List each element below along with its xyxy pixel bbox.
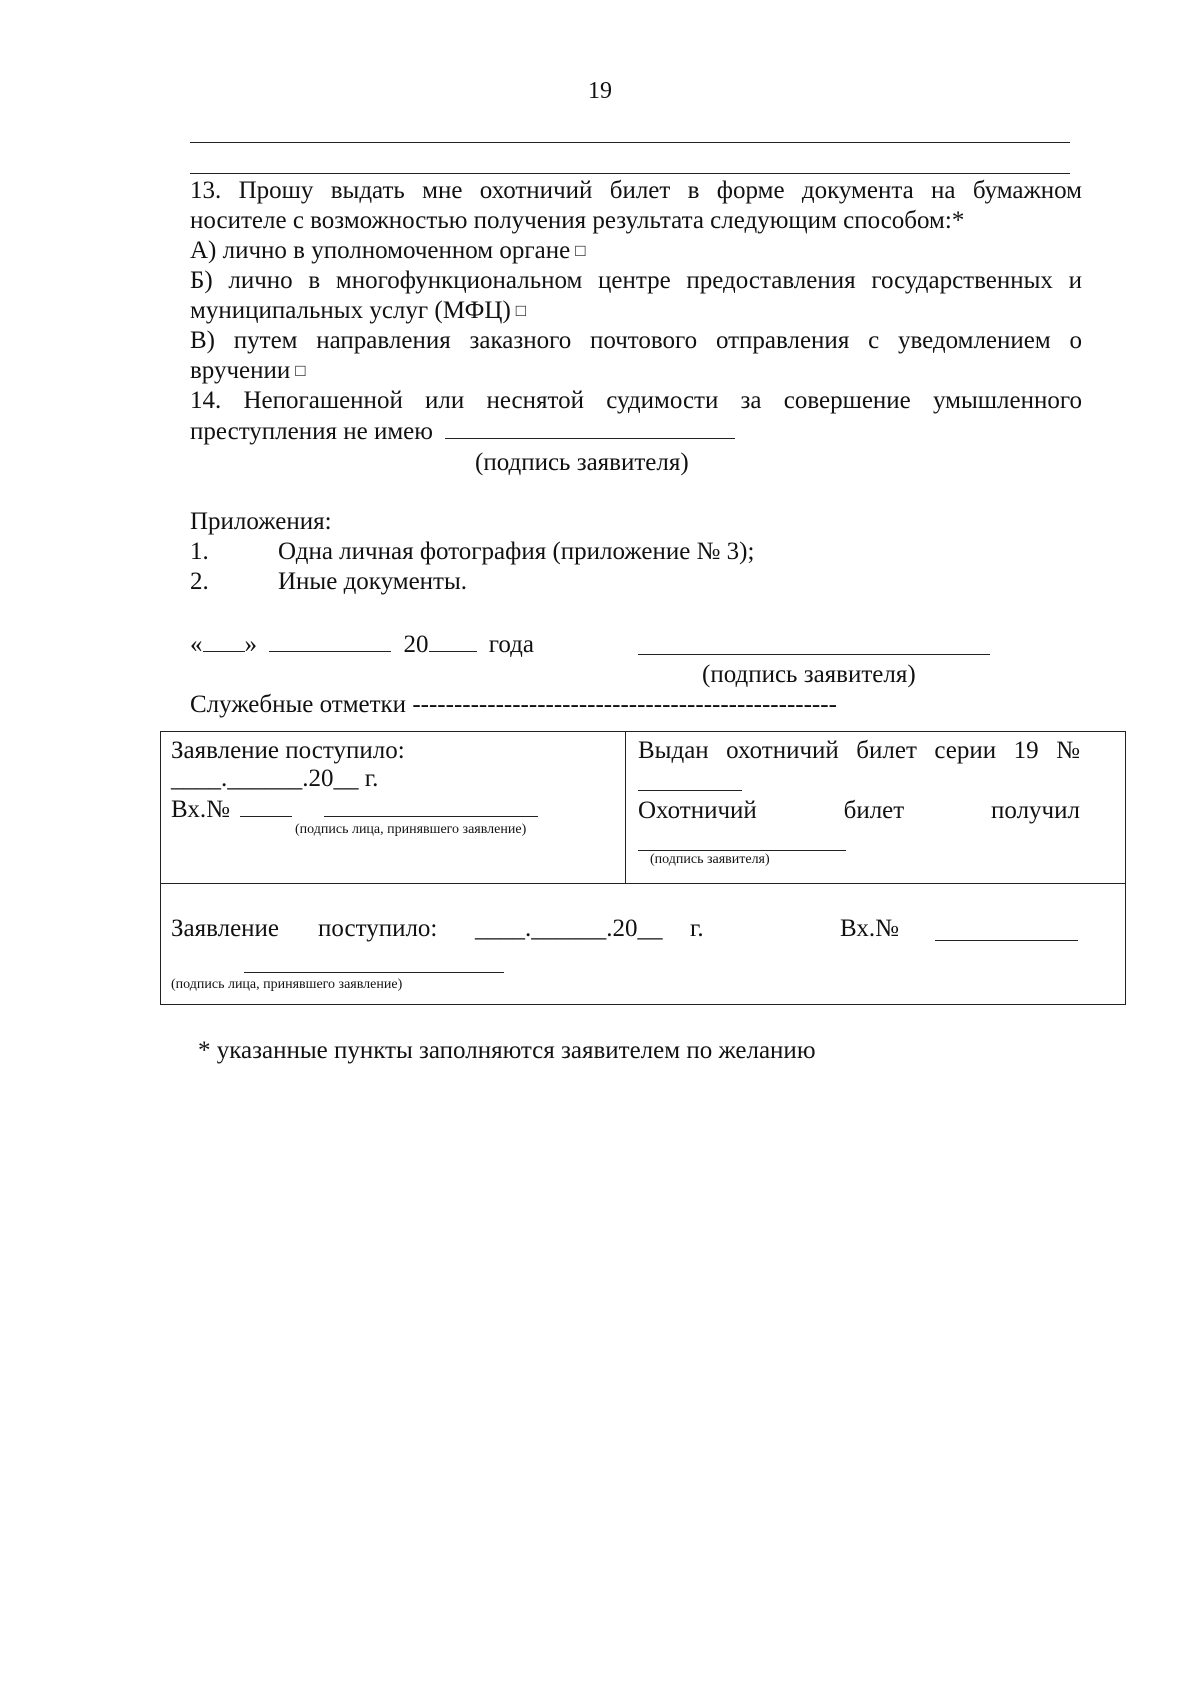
- item13-line1: 13. Прошу выдать мне охотничий билет в форме документа на бумажном: [190, 177, 1082, 204]
- footnote: * указанные пункты заполняются заявителем по желанию: [198, 1037, 816, 1064]
- table-bottom-label1: Заявление: [171, 915, 280, 942]
- option-b-label: муниципальных услуг (МФЦ): [190, 297, 511, 324]
- table-right-series-field[interactable]: [638, 768, 742, 791]
- option-a-label: А) лично в уполномоченном органе: [190, 237, 571, 264]
- attachment-item-2: [190, 567, 1082, 597]
- table-left-inno-label: Вх.№: [171, 796, 230, 823]
- item14-line1: 14. Непогашенной или неснятой судимости за совершение умышленного: [190, 387, 1082, 414]
- table-bottom-g: г.: [690, 915, 704, 942]
- table-left-date[interactable]: ____.______.20__ г.: [171, 765, 379, 792]
- table-right-signature-field[interactable]: [638, 828, 846, 851]
- option-c-label: вручении: [190, 357, 291, 384]
- attachment-item-1: [190, 537, 1082, 567]
- attachment-num: 2.: [190, 568, 209, 595]
- year-field[interactable]: [429, 629, 477, 652]
- blank-line-1: [190, 142, 1070, 143]
- item14-line2: преступления не имею: [190, 418, 433, 445]
- option-a-checkbox[interactable]: □: [575, 241, 586, 260]
- close-quote: »: [244, 631, 257, 658]
- attachment-text: Иные документы.: [278, 568, 468, 595]
- page-number: 19: [588, 78, 612, 104]
- item14-line2-row: [190, 416, 1082, 447]
- table-left-signature-field[interactable]: [324, 794, 538, 817]
- table-bottom-inno-field[interactable]: [935, 918, 1078, 941]
- table-bottom-date[interactable]: ____.______.20__: [475, 915, 663, 942]
- day-field[interactable]: [203, 629, 245, 652]
- table-bottom-signature-field[interactable]: [244, 950, 504, 973]
- attachment-num: 1.: [190, 538, 209, 565]
- date-signature-caption: (подпись заявителя): [702, 661, 916, 688]
- table-right-word-3: получил: [991, 797, 1080, 824]
- open-quote: «: [190, 631, 203, 658]
- year-prefix: 20: [403, 631, 429, 658]
- table-right-received-row: [638, 796, 1080, 826]
- item13-line2: носителе с возможностью получения результата следующим способом:*: [190, 207, 965, 234]
- table-bottom-caption: (подпись лица, принявшего заявление): [171, 977, 403, 992]
- option-b: [190, 296, 1082, 326]
- year-suffix: года: [488, 631, 534, 658]
- option-b-checkbox[interactable]: □: [515, 301, 527, 320]
- service-marks: Служебные отметки ---------------------------------------------------: [190, 691, 837, 718]
- attachments-title: Приложения:: [190, 508, 332, 535]
- table-divider-horizontal: [160, 883, 1126, 884]
- table-right-line1: Выдан охотничий билет серии 19 №: [638, 737, 1080, 764]
- table-left-inno-field[interactable]: [240, 794, 292, 817]
- table-divider-vertical: [625, 731, 626, 883]
- table-bottom-inno-label: Вх.№: [840, 915, 899, 942]
- option-a: [190, 236, 1082, 266]
- table-right-caption: (подпись заявителя): [650, 852, 770, 867]
- date-signature-field[interactable]: [638, 632, 990, 655]
- table-bottom-label2: поступило:: [318, 915, 438, 942]
- attachment-text: Одна личная фотография (приложение № 3);: [278, 538, 755, 565]
- table-left-inno-row: [171, 794, 538, 825]
- option-c: [190, 356, 1082, 386]
- month-field[interactable]: [269, 629, 391, 652]
- option-b-line1: Б) лично в многофункциональном центре предоставления государственных и: [190, 267, 1082, 294]
- item14-signature-caption: (подпись заявителя): [475, 449, 689, 476]
- table-left-caption: (подпись лица, принявшего заявление): [295, 822, 527, 837]
- item14-signature-field[interactable]: [445, 416, 735, 439]
- table-left-title: Заявление поступило:: [171, 737, 405, 764]
- blank-line-2: [190, 173, 1070, 174]
- option-c-line1: В) путем направления заказного почтового отправления с уведомлением о: [190, 327, 1082, 354]
- option-c-checkbox[interactable]: □: [295, 361, 306, 380]
- table-right-word-1: Охотничий: [638, 797, 757, 824]
- table-right-word-2: билет: [843, 797, 905, 824]
